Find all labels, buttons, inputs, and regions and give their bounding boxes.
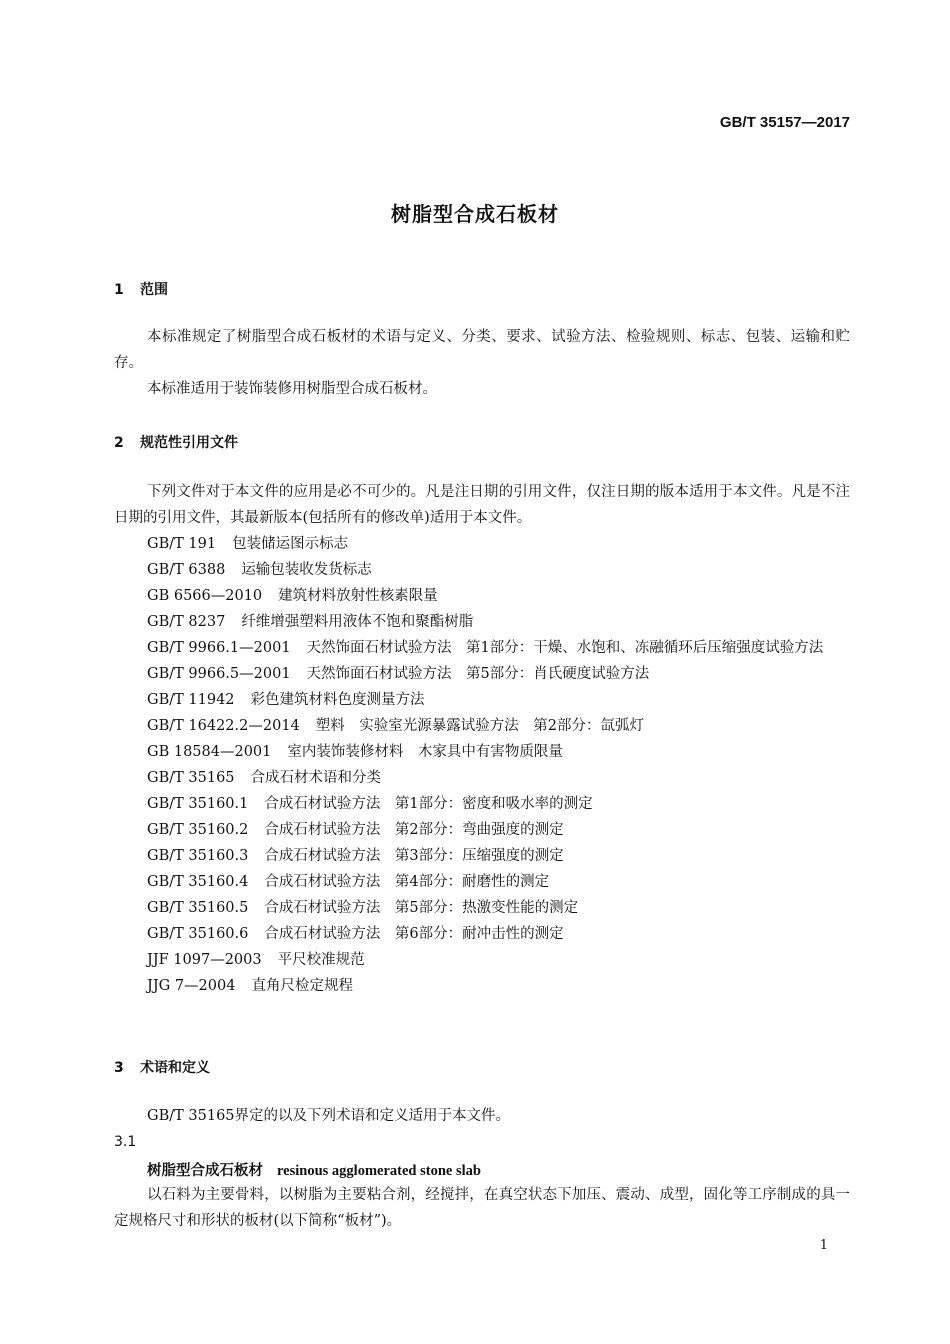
reference-item — [114, 713, 850, 739]
reference-code: GB/T 35160.2 — [147, 822, 249, 838]
reference-code: GB/T 9966.5—2001 — [147, 666, 291, 682]
reference-item — [114, 765, 850, 791]
section-heading-terms — [114, 1057, 210, 1077]
reference-item — [114, 609, 850, 635]
reference-code: GB/T 6388 — [147, 562, 226, 578]
reference-title: 合成石材试验方法 第4部分：耐磨性的测定 — [264, 874, 550, 890]
standard-code: GB/T 35157—2017 — [719, 114, 850, 131]
reference-code: GB 6566—2010 — [147, 588, 263, 604]
reference-code: GB/T 35160.4 — [147, 874, 249, 890]
reference-item — [114, 843, 850, 869]
reference-title: 室内装饰装修材料 木家具中有害物质限量 — [287, 744, 563, 760]
reference-title: 合成石材试验方法 第2部分：弯曲强度的测定 — [264, 822, 564, 838]
reference-title: 直角尺检定规程 — [251, 978, 353, 994]
reference-code: GB/T 11942 — [147, 692, 235, 708]
reference-title: 天然饰面石材试验方法 第5部分：肖氏硬度试验方法 — [306, 666, 650, 682]
reference-item — [114, 557, 850, 583]
reference-code: GB/T 35160.1 — [147, 796, 249, 812]
paragraph: 本标准规定了树脂型合成石板材的术语与定义、分类、要求、试验方法、检验规则、标志、包装、运输和贮存。 — [114, 329, 850, 371]
section-number: 3 — [114, 1060, 124, 1076]
section-title: 规范性引用文件 — [140, 435, 238, 451]
reference-code: GB/T 9966.1—2001 — [147, 640, 291, 656]
reference-item — [114, 869, 850, 895]
section-heading-scope — [114, 279, 168, 299]
reference-title: 建筑材料放射性核素限量 — [278, 588, 438, 604]
term-entry — [147, 1159, 481, 1180]
reference-code: GB/T 35160.6 — [147, 926, 249, 942]
reference-title: 合成石材试验方法 第6部分：耐冲击性的测定 — [264, 926, 564, 942]
term-english: resinous agglomerated stone slab — [277, 1163, 481, 1179]
section-number: 1 — [114, 282, 124, 298]
reference-title: 合成石材试验方法 第3部分：压缩强度的测定 — [264, 848, 564, 864]
clause-number: 3.1 — [114, 1134, 137, 1150]
reference-title: 合成石材术语和分类 — [250, 770, 382, 786]
reference-title: 彩色建筑材料色度测量方法 — [250, 692, 425, 708]
term-chinese: 树脂型合成石板材 — [147, 1163, 263, 1179]
reference-title: 包装储运图示标志 — [232, 536, 349, 552]
reference-code: GB/T 35160.3 — [147, 848, 249, 864]
reference-item — [114, 947, 850, 973]
reference-title: 运输包装收发货标志 — [241, 562, 372, 578]
document-title: 树脂型合成石板材 — [391, 202, 559, 226]
section-title: 范围 — [140, 282, 168, 298]
reference-item — [114, 895, 850, 921]
paragraph: GB/T 35165界定的以及下列术语和定义适用于本文件。 — [147, 1108, 511, 1124]
reference-item — [114, 739, 850, 765]
normative-intro — [114, 479, 850, 531]
scope-text — [114, 324, 850, 402]
reference-code: GB 18584—2001 — [147, 744, 272, 760]
reference-item — [114, 635, 850, 661]
reference-code: GB/T 35160.5 — [147, 900, 249, 916]
reference-code: JJF 1097—2003 — [147, 952, 262, 968]
section-title: 术语和定义 — [140, 1060, 210, 1076]
section-number: 2 — [114, 435, 124, 451]
reference-list — [114, 531, 850, 999]
reference-title: 天然饰面石材试验方法 第1部分：干燥、水饱和、冻融循环后压缩强度试验方法 — [306, 640, 824, 656]
reference-item — [114, 583, 850, 609]
terms-intro — [114, 1103, 850, 1129]
reference-title: 纤维增强塑料用液体不饱和聚酯树脂 — [241, 614, 474, 630]
reference-title: 合成石材试验方法 第5部分：热激变性能的测定 — [264, 900, 579, 916]
reference-title: 平尺校准规范 — [277, 952, 365, 968]
reference-code: GB/T 35165 — [147, 770, 235, 786]
term-definition — [114, 1182, 850, 1234]
reference-item — [114, 661, 850, 687]
reference-item — [114, 791, 850, 817]
paragraph: 以石料为主要骨料，以树脂为主要粘合剂，经搅拌，在真空状态下加压、震动、成型，固化等工序制成的具一定规格尺寸和形状的板材(以下简称“板材”)。 — [114, 1187, 850, 1229]
reference-code: GB/T 8237 — [147, 614, 226, 630]
paragraph: 下列文件对于本文件的应用是必不可少的。凡是注日期的引用文件，仅注日期的版本适用于本文件。凡是不注日期的引用文件，其最新版本(包括所有的修改单)适用于本文件。 — [114, 484, 850, 526]
reference-item — [114, 817, 850, 843]
reference-item — [114, 921, 850, 947]
section-heading-normative-references — [114, 432, 238, 452]
reference-item — [114, 531, 850, 557]
reference-code: JJG 7—2004 — [147, 978, 236, 994]
reference-title: 塑料 实验室光源暴露试验方法 第2部分：氙弧灯 — [315, 718, 645, 734]
reference-title: 合成石材试验方法 第1部分：密度和吸水率的测定 — [264, 796, 593, 812]
page-number: 1 — [819, 1238, 828, 1253]
reference-code: GB/T 16422.2—2014 — [147, 718, 300, 734]
reference-item — [114, 687, 850, 713]
reference-item — [114, 973, 850, 999]
paragraph: 本标准适用于装饰装修用树脂型合成石板材。 — [147, 381, 437, 397]
reference-code: GB/T 191 — [147, 536, 217, 552]
